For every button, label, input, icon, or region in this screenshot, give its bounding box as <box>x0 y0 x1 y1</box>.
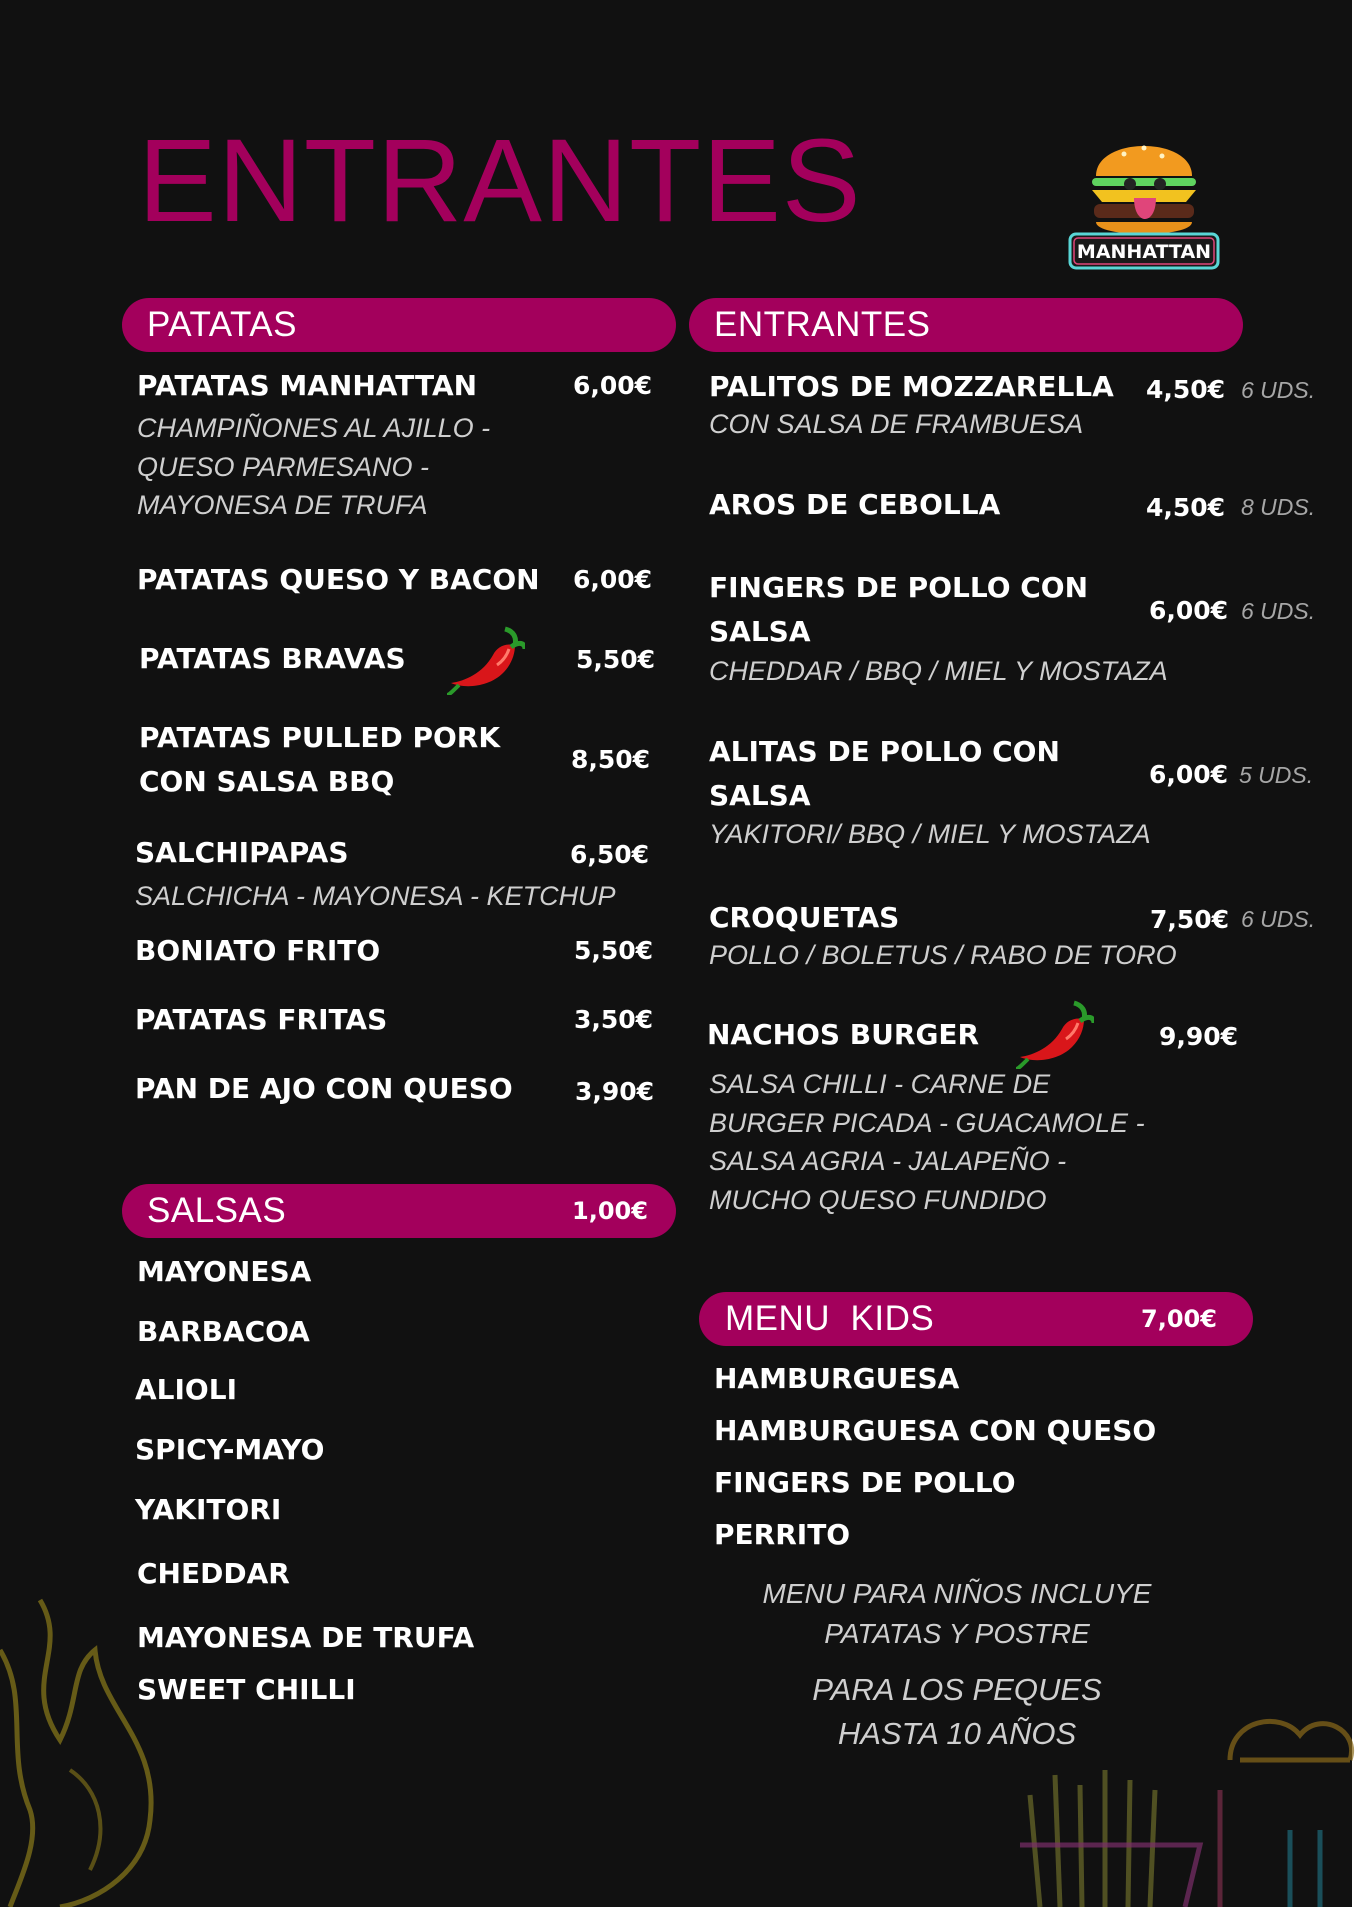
menu-item-units: 5 UDS. <box>1239 762 1314 788</box>
chili-pepper-icon <box>1014 999 1094 1069</box>
menu-item-price: 5,50€ <box>574 936 654 965</box>
description-line: SALSA CHILLI - CARNE DE <box>709 1069 1051 1099</box>
menu-item-price: 3,50€ <box>574 1005 654 1034</box>
description-line: POLLO / BOLETUS / RABO DE TORO <box>709 940 1177 970</box>
menu-item-name: PATATAS BRAVAS <box>139 642 406 675</box>
name-line: FINGERS DE POLLO CON <box>709 571 1089 604</box>
sauce-item: BARBACOA <box>137 1315 310 1348</box>
menu-item-name: PATATAS FRITAS <box>135 1003 388 1036</box>
menu-item-price: 6,00€ <box>1149 760 1229 789</box>
name-line: CON SALSA BBQ <box>139 765 395 798</box>
note-line: MENU PARA NIÑOS INCLUYE <box>762 1578 1152 1609</box>
menu-item-price: 9,90€ <box>1159 1022 1239 1051</box>
brand-logo <box>1064 118 1224 278</box>
page-title: ENTRANTES <box>138 115 862 247</box>
menu-item-units: 6 UDS. <box>1241 598 1316 624</box>
description-line: MAYONESA DE TRUFA <box>137 490 428 520</box>
description-line: SALCHICHA - MAYONESA - KETCHUP <box>135 881 616 911</box>
menu-item-price: 6,50€ <box>570 840 650 869</box>
kids-age-note <box>757 1668 1157 1756</box>
menu-item-price: 4,50€ <box>1146 375 1226 404</box>
note-line: PARA LOS PEQUES <box>812 1672 1102 1707</box>
section-header-patatas <box>122 298 676 352</box>
sauce-item: YAKITORI <box>135 1493 282 1526</box>
sauce-item: CHEDDAR <box>137 1557 290 1590</box>
menu-item-name <box>709 566 1088 654</box>
menu-item-name: PATATAS MANHATTAN <box>137 369 478 402</box>
menu-item-name <box>139 716 500 804</box>
menu-item-name <box>709 730 1060 818</box>
kids-menu-item: HAMBURGUESA CON QUESO <box>714 1414 1157 1447</box>
description-line: CHAMPIÑONES AL AJILLO - <box>137 413 491 443</box>
page-edge <box>1352 0 1366 1907</box>
section-title-patatas: PATATAS <box>147 305 297 344</box>
name-line: SALSA <box>709 779 811 812</box>
menu-item-units: 6 UDS. <box>1241 906 1316 932</box>
menu-item-name: BONIATO FRITO <box>135 934 381 967</box>
menu-item-price: 7,50€ <box>1150 905 1230 934</box>
menu-item-price: 4,50€ <box>1146 493 1226 522</box>
menu-item-price: 3,90€ <box>575 1077 655 1106</box>
note-line: PATATAS Y POSTRE <box>824 1618 1090 1649</box>
section-price-menu-kids: 7,00€ <box>1141 1305 1217 1333</box>
name-line: PATATAS PULLED PORK <box>139 721 501 754</box>
menu-item-name: NACHOS BURGER <box>707 1018 980 1051</box>
burger-logo-icon <box>1064 118 1224 278</box>
section-price-salsas: 1,00€ <box>572 1197 648 1225</box>
menu-item-price: 6,00€ <box>573 371 653 400</box>
menu-item-price: 8,50€ <box>571 745 651 774</box>
section-title-salsas: SALSAS <box>147 1191 287 1230</box>
menu-item-name: PATATAS QUESO Y BACON <box>137 563 540 596</box>
menu-item-description <box>709 815 1151 854</box>
description-line: CHEDDAR / BBQ / MIEL Y MOSTAZA <box>709 656 1168 686</box>
section-header-entrantes <box>689 298 1243 352</box>
neon-fries-icon <box>1010 1755 1210 1907</box>
menu-item-description <box>709 1065 1145 1219</box>
description-line: QUESO PARMESANO - <box>137 451 430 482</box>
logo-text: MANHATTAN <box>1076 241 1212 263</box>
menu-item-description <box>137 409 490 525</box>
menu-item-description <box>709 405 1083 444</box>
description-line: CON SALSA DE FRAMBUESA <box>709 409 1084 439</box>
kids-menu-item: HAMBURGUESA <box>714 1362 960 1395</box>
description-line: MUCHO QUESO FUNDIDO <box>709 1184 1047 1215</box>
menu-item-description <box>709 652 1168 691</box>
chili-pepper-icon <box>445 625 525 695</box>
kids-menu-item: PERRITO <box>714 1518 851 1551</box>
sauce-item: MAYONESA DE TRUFA <box>137 1621 475 1654</box>
sauce-item: SPICY-MAYO <box>135 1433 325 1466</box>
menu-item-name: AROS DE CEBOLLA <box>709 488 1001 521</box>
menu-item-description <box>709 936 1177 975</box>
section-title-menu-kids: MENU KIDS <box>725 1299 935 1338</box>
sauce-item: MAYONESA <box>137 1255 312 1288</box>
description-line: YAKITORI/ BBQ / MIEL Y MOSTAZA <box>709 819 1151 849</box>
section-header-menu-kids <box>699 1292 1253 1346</box>
description-line: SALSA AGRIA - JALAPEÑO - <box>709 1146 1067 1176</box>
menu-item-price: 5,50€ <box>576 645 656 674</box>
menu-item-units: 6 UDS. <box>1241 377 1316 403</box>
section-header-salsas <box>122 1184 676 1238</box>
section-title-entrantes: ENTRANTES <box>714 305 931 344</box>
sauce-item: SWEET CHILLI <box>137 1673 356 1706</box>
menu-item-name: CROQUETAS <box>709 901 900 934</box>
menu-item-price: 6,00€ <box>1149 596 1229 625</box>
sauce-item: ALIOLI <box>135 1373 237 1406</box>
name-line: SALSA <box>709 615 811 648</box>
menu-item-name: PAN DE AJO CON QUESO <box>135 1072 513 1105</box>
description-line: BURGER PICADA - GUACAMOLE - <box>709 1107 1145 1138</box>
kids-menu-item: FINGERS DE POLLO <box>714 1466 1016 1499</box>
name-line: ALITAS DE POLLO CON <box>709 735 1060 768</box>
menu-item-units: 8 UDS. <box>1241 494 1316 520</box>
note-line: HASTA 10 AÑOS <box>837 1716 1077 1751</box>
menu-item-price: 6,00€ <box>573 565 653 594</box>
menu-item-name: SALCHIPAPAS <box>135 836 349 869</box>
neon-drink-icon <box>1200 1700 1360 1907</box>
kids-menu-note <box>757 1574 1157 1654</box>
menu-item-description <box>135 877 616 916</box>
menu-item-name: PALITOS DE MOZZARELLA <box>709 370 1114 403</box>
